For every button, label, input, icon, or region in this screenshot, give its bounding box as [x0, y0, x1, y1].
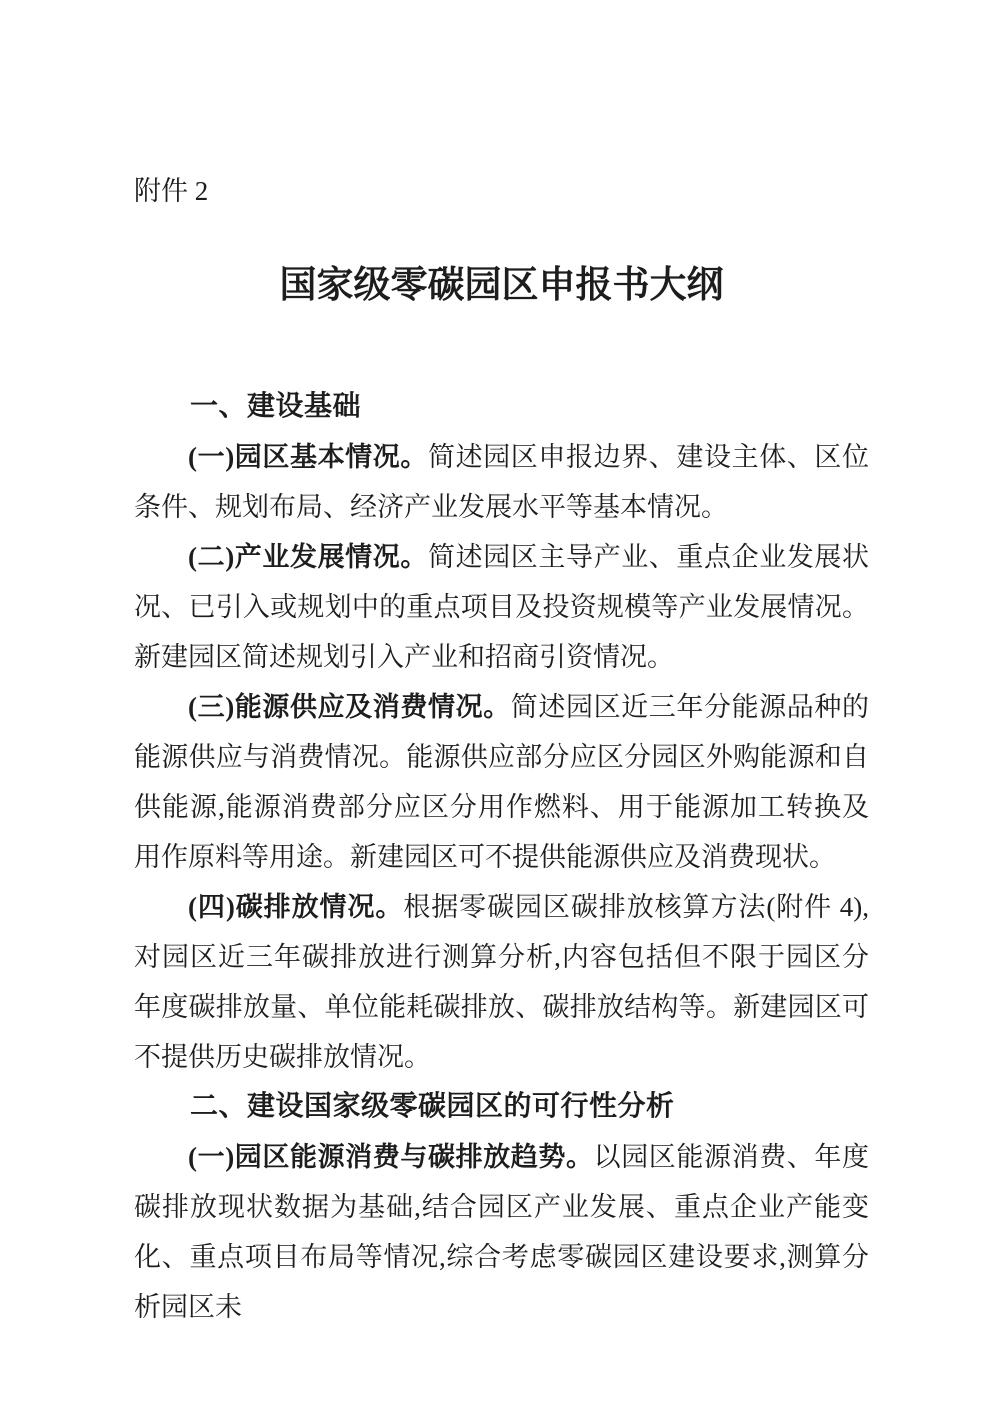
paragraph-text: 简述园区申报边界、建设主体、区位条件、规划布局、经济产业发展水平等基本情况。 — [134, 442, 870, 522]
paragraph-lead: (三)能源供应及消费情况。 — [188, 692, 511, 722]
section-1-paragraph-4 — [134, 882, 869, 1082]
section-1-paragraph-3 — [134, 682, 869, 882]
attachment-label: 附件 2 — [134, 176, 209, 206]
section-1-paragraph-2 — [134, 532, 869, 682]
paragraph-lead: (四)碳排放情况。 — [188, 892, 404, 922]
paragraph-text: 根据零碳园区碳排放核算方法(附件 4),对园区近三年碳排放进行测算分析,内容包括但不限于园区分年度碳排放量、单位能耗碳排放、碳排放结构等。新建园区可不提供历史碳排放情况。 — [134, 892, 870, 1072]
paragraph-text: 以园区能源消费、年度碳排放现状数据为基础,结合园区产业发展、重点企业产能变化、重点项目布局等情况,综合考虑零碳园区建设要求,测算分析园区未 — [134, 1142, 869, 1322]
paragraph-lead: (一)园区能源消费与碳排放趋势。 — [188, 1142, 594, 1172]
section-1-heading: 一、建设基础 — [190, 391, 362, 422]
paragraph-text: 简述园区主导产业、重点企业发展状况、已引入或规划中的重点项目及投资规模等产业发展情况。新建园区简述规划引入产业和招商引资情况。 — [134, 542, 870, 672]
section-1-paragraph-1 — [134, 432, 869, 532]
paragraph-lead: (一)园区基本情况。 — [188, 442, 428, 472]
section-2-paragraph-1 — [134, 1132, 869, 1332]
document-body — [134, 382, 869, 1332]
section-2-heading: 二、建设国家级零碳园区的可行性分析 — [190, 1091, 675, 1122]
paragraph-text: 简述园区近三年分能源品种的能源供应与消费情况。能源供应部分应区分园区外购能源和自供能源,能源消费部分应区分用作燃料、用于能源加工转换及用作原料等用途。新建园区可不提供能源供应及消费现状。 — [134, 692, 870, 872]
document-title: 国家级零碳园区申报书大纲 — [279, 265, 724, 306]
paragraph-lead: (二)产业发展情况。 — [188, 542, 428, 572]
